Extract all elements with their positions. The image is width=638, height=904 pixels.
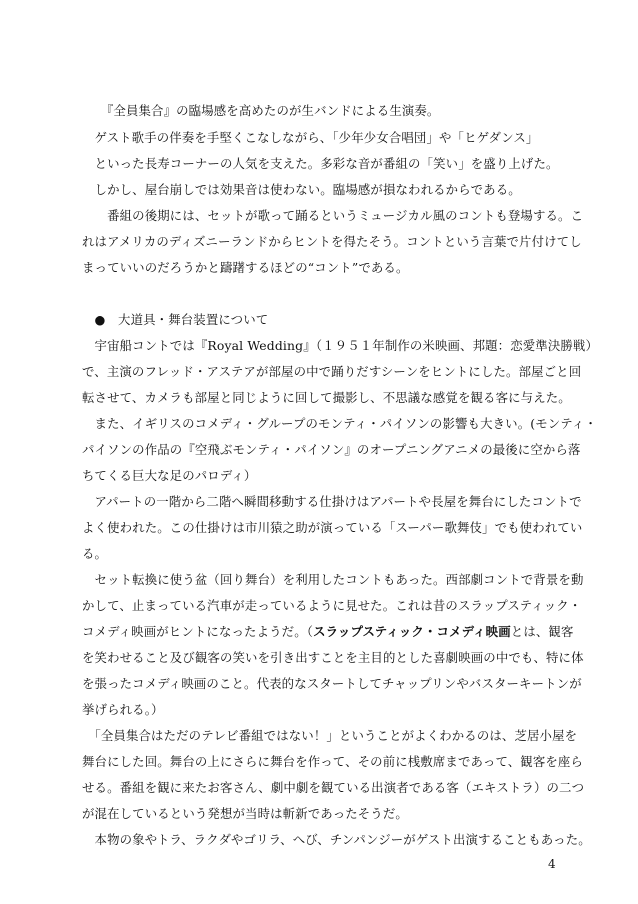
text-line: パイソンの作品の『空飛ぶモンティ・パイソン』のオープニングアニメの最後に空から落 xyxy=(82,442,581,457)
text-line: が混在しているという発想が当時は斬新であったそうだ。 xyxy=(82,806,408,821)
text-line: 番組の後期には、セットが歌って踊るというミュージカル風のコントも登場する。こ xyxy=(82,208,584,223)
text-line: 「全員集合はただのテレビ番組ではない！」ということがよくわかるのは、芝居小屋を xyxy=(82,728,578,743)
text-segment: コメディ映画がヒントになったようだ。（ xyxy=(82,624,314,639)
text-line: アパートの一階から二階へ瞬間移動する仕掛けはアパートや長屋を舞台にしたコントで xyxy=(82,494,582,509)
text-line: で、主演のフレッド・アステアが部屋の中で踊りだすシーンをヒントにした。部屋ごと回 xyxy=(82,364,582,379)
text-line: また、イギリスのコメディ・グループのモンティ・パイソンの影響も大きい。(モンティ・ xyxy=(82,416,597,431)
text-line: といった長寿コーナーの人気を支えた。多彩な音が番組の「笑い」を盛り上げた。 xyxy=(82,156,559,171)
text-line: 『全員集合』の臨場感を高めたのが生バンドによる生演奏。 xyxy=(82,103,440,118)
text-line: しかし、屋台崩しでは効果音は使わない。臨場感が損なわれるからである。 xyxy=(82,182,521,197)
text-line: 挙げられる。） xyxy=(82,702,164,717)
section-heading: ● 大道具・舞台装置について xyxy=(82,312,269,327)
text-line: 転させて、カメラも部屋と同じように回して撮影し、不思議な感覚を観る客に与えた。 xyxy=(82,390,571,405)
text-line: せる。番組を観に来たお客さん、劇中劇を観ている出演者である客（エキストラ）の二つ xyxy=(82,780,585,795)
emphasized-term: スラップスティック・コメディ映画 xyxy=(313,624,511,639)
text-line: る。 xyxy=(82,546,108,561)
page-number: 4 xyxy=(548,857,556,871)
text-line: かして、止まっている汽車が走っているように見せた。これは昔のスラップスティック・ xyxy=(82,598,582,613)
text-line-emphasis xyxy=(82,624,572,640)
text-line: ゲスト歌手の伴奏を手堅くこなしながら、「少年少女合唱団」や「ヒゲダンス」 xyxy=(82,130,539,145)
text-line: よく使われた。この仕掛けは市川猿之助が演っている「スーパー歌舞伎」でも使われてい xyxy=(82,520,583,535)
text-line: れはアメリカのディズニーランドからヒントを得たそう。コントという言葉で片付けてし xyxy=(82,234,582,249)
text-line: を張ったコメディ映画のこと。代表的なスタートしてチャップリンやバスターキートンが xyxy=(82,676,582,691)
text-line: を笑わせること及び観客の笑いを引き出すことを主目的とした喜劇映画の中でも、特に体 xyxy=(82,650,584,665)
text-line: 宇宙船コントでは『Royal Wedding』（１９５１年制作の米映画、邦題：恋愛準決勝戦） xyxy=(82,338,599,353)
text-line: セット転換に使う盆（回り舞台）を利用したコントもあった。西部劇コントで背景を動 xyxy=(82,572,584,587)
text-line: ちてくる巨大な足のパロディ） xyxy=(82,468,257,483)
text-line: まっていいのだろうかと躊躇するほどの“コント”である。 xyxy=(82,260,409,275)
text-line: 本物の象やトラ、ラクダやゴリラ、へび、チンパンジーがゲスト出演することもあった。 xyxy=(82,832,591,847)
text-line: 舞台にした回。舞台の上にさらに舞台を作って、その前に桟敷席まであって、観客を座ら xyxy=(82,754,584,769)
text-segment: とは、観客 xyxy=(510,624,574,639)
